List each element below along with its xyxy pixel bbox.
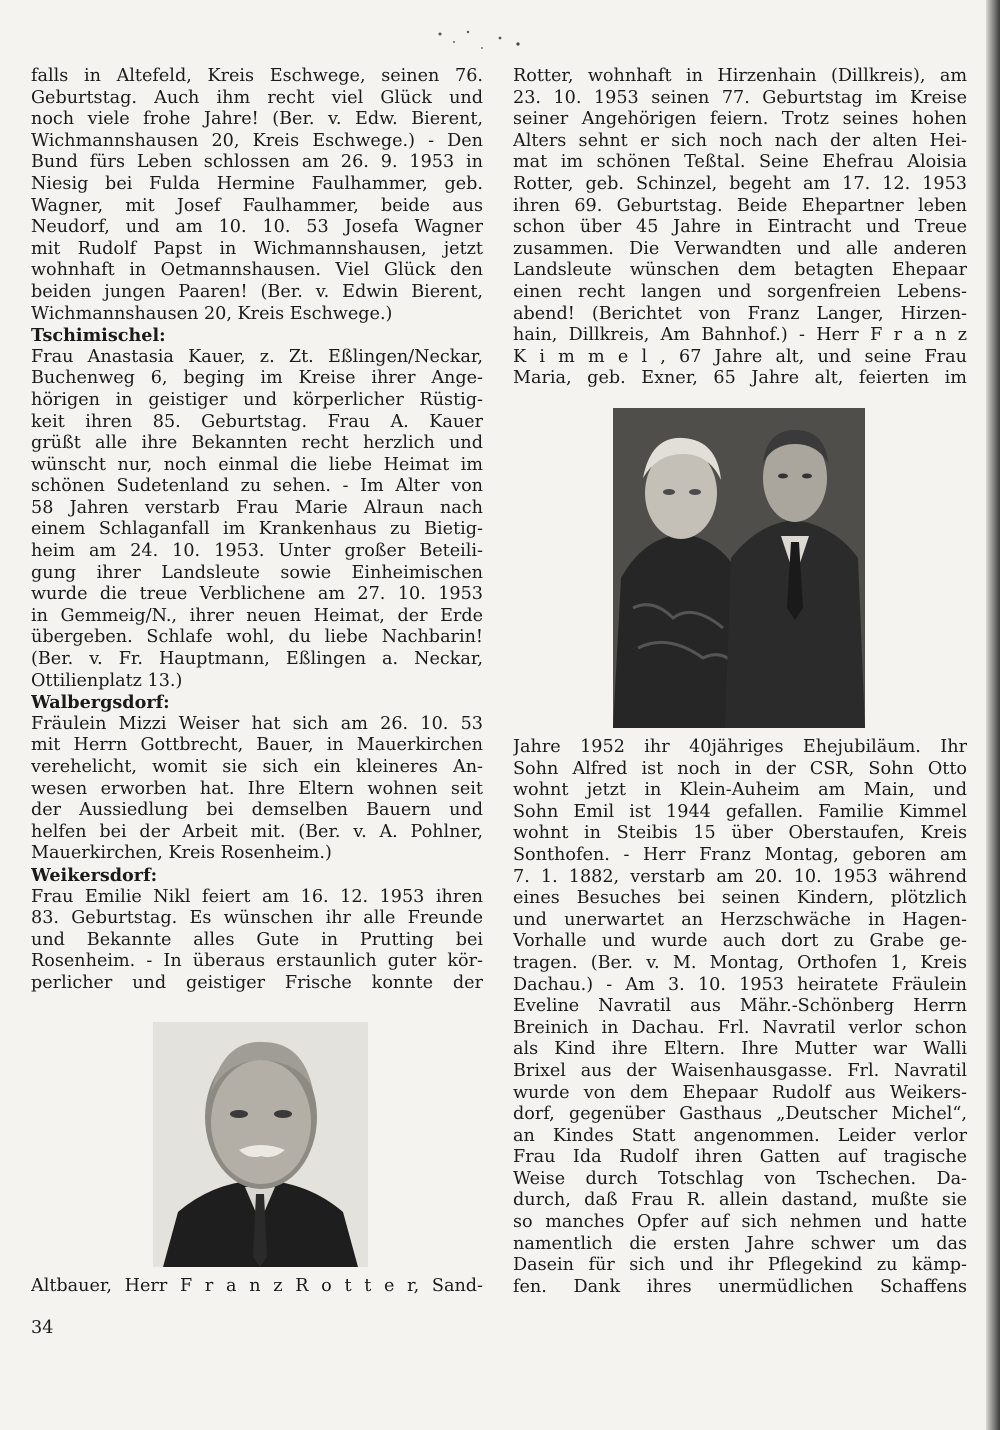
text-line: Ottilienplatz 13.) — [31, 670, 183, 691]
text-line: Sohn Emil ist 1944 gefallen. Familie Kimmel — [513, 801, 967, 822]
text-line: noch viele frohe Jahre! (Ber. v. Edw. Bierent, — [31, 109, 483, 130]
text-line: Mauerkirchen, Kreis Rosenheim.) — [31, 843, 332, 864]
text-line: falls in Altefeld, Kreis Eschwege, seinen 76. — [31, 66, 483, 86]
text-line: Buchenweg 6, beging im Kreise ihrer Ange- — [31, 368, 483, 389]
text-line: Fräulein Mizzi Weiser hat sich am 26. 10. 53 — [31, 713, 483, 734]
text-line: an Kindes Statt angenommen. Leider verlor — [513, 1125, 967, 1146]
text-line: einen recht langen und sorgenfreien Lebens- — [513, 281, 967, 302]
section-heading-tschimischel: Tschimischel: — [31, 325, 166, 347]
section-heading-walbergsdorf: Walbergsdorf: — [31, 692, 170, 714]
text-line: fen. Dank ihres unermüdlichen Schaffens — [513, 1276, 967, 1297]
text-line: wesen erworben hat. Ihre Eltern wohnen seit — [31, 778, 483, 799]
text-line: Eveline Navratil aus Mähr.-Schönberg Herrn — [513, 996, 967, 1017]
text-line: abend! (Berichtet von Franz Langer, Hirzen- — [513, 303, 967, 324]
text-line: dorf, gegenüber Gasthaus „Deutscher Michel“, — [513, 1104, 967, 1125]
text-line: Sonthofen. - Herr Franz Montag, geboren am — [513, 844, 967, 865]
text-line: Rosenheim. - In überaus erstaunlich guter kör- — [31, 951, 483, 972]
text-line: übergeben. Schlafe wohl, du liebe Nachbarin! — [31, 627, 483, 648]
text-line: Wichmannshausen 20, Kreis Eschwege.) - Den — [31, 130, 483, 151]
portrait-photo-kimmel-couple — [613, 408, 865, 728]
text-line: Vorhalle und wurde auch dort zu Grabe ge- — [513, 931, 967, 952]
text-line: grüßt alle ihre Bekannten recht herzlich und — [31, 433, 483, 454]
scan-speckle-mark — [420, 22, 530, 62]
text-line: 58 Jahren verstarb Frau Marie Alraun nach — [31, 497, 483, 518]
text-line: Frau Anastasia Kauer, z. Zt. Eßlingen/Neckar, — [31, 346, 483, 367]
right-column — [513, 66, 967, 390]
text-line: und Bekannte alles Gute in Prutting bei — [31, 929, 483, 950]
text-line: heim am 24. 10. 1953. Unter großer Beteili- — [31, 541, 483, 562]
text-line: Bund fürs Leben schlossen am 26. 9. 1953 in — [31, 152, 483, 173]
text-line: beiden jungen Paaren! (Ber. v. Edwin Bierent, — [31, 281, 483, 302]
text-line: so manches Opfer auf sich nehmen und hatte — [513, 1212, 967, 1233]
text-line: schönen Sudetenland zu sehen. - Im Alter von — [31, 476, 483, 497]
text-line: als Kind ihre Eltern. Ihre Mutter war Walli — [513, 1039, 967, 1060]
text-line: Wagner, mit Josef Faulhammer, beide aus — [31, 195, 483, 216]
text-line: seiner Angehörigen feiern. Trotz seines hohen — [513, 109, 967, 130]
text-line: wohnt in Steibis 15 über Oberstaufen, Kreis — [513, 823, 967, 844]
text-line: wohnt jetzt in Klein-Auheim am Main, und — [513, 780, 967, 801]
text-line: schon über 45 Jahre in Eintracht und Treue — [513, 217, 967, 238]
text-line: Sohn Alfred ist noch in der CSR, Sohn Otto — [513, 758, 967, 779]
text-line: Jahre 1952 ihr 40jähriges Ehejubiläum. Ihr — [513, 737, 967, 757]
text-line: Landsleute wünschen dem betagten Ehepaar — [513, 260, 967, 281]
text-line: verehelicht, womit sie sich ein kleineres An- — [31, 757, 483, 777]
text-line: einem Schlaganfall im Krankenhaus zu Bietig- — [31, 519, 483, 540]
text-line: wurde die treue Verblichene am 27. 10. 1953 — [31, 584, 483, 605]
text-line: Wichmannshausen 20, Kreis Eschwege.) — [31, 303, 393, 324]
text-line: Alters sehnt er sich noch nach der alten Hei- — [513, 130, 967, 151]
text-line: Weise durch Totschlag von Tschechen. Da- — [513, 1168, 967, 1189]
left-column — [31, 66, 483, 995]
kimmel-montag-navratil-paragraph — [513, 737, 967, 1298]
text-line: helfen bei der Arbeit mit. (Ber. v. A. Pohlner, — [31, 821, 483, 842]
text-line: tragen. (Ber. v. M. Montag, Orthofen 1, Kreis — [513, 952, 967, 973]
portrait-photo-franz-rotter — [153, 1022, 368, 1267]
rotter-paragraph — [513, 66, 967, 390]
weikersdorf-paragraph — [31, 887, 483, 995]
text-line: hain, Dillkreis, Am Bahnhof.) - Herr F r a n z — [513, 325, 967, 346]
tschimischel-paragraph — [31, 347, 483, 693]
text-line: (Ber. v. Fr. Hauptmann, Eßlingen a. Neckar, — [31, 649, 483, 670]
text-line: 83. Geburtstag. Es wünschen ihr alle Freunde — [31, 908, 483, 929]
text-line: durch, daß Frau R. allein dastand, mußte sie — [513, 1190, 967, 1211]
text-line: Rotter, wohnhaft in Hirzenhain (Dillkreis), am — [513, 66, 967, 86]
text-line: hörigen in geistiger und körperlicher Rüstig- — [31, 389, 483, 410]
text-line: eines Besuches bei seinen Kindern, plötzlich — [513, 888, 967, 909]
text-line: wohnhaft in Oetmannshausen. Viel Glück den — [31, 260, 483, 281]
text-line: K i m m e l , 67 Jahre alt, und seine Frau — [513, 346, 967, 367]
text-line: wünscht nur, noch einmal die liebe Heimat im — [31, 454, 483, 475]
section-heading-weikersdorf: Weikersdorf: — [31, 864, 158, 886]
text-line: und unerwartet an Herzschwäche in Hagen- — [513, 909, 967, 930]
text-line: mat im schönen Teßtal. Seine Ehefrau Aloisia — [513, 152, 967, 173]
text-line: Brixel aus der Waisenhausgasse. Frl. Navratil — [513, 1060, 967, 1081]
page-number: 34 — [31, 1318, 54, 1338]
text-line: Niesig bei Fulda Hermine Faulhammer, geb. — [31, 173, 483, 194]
text-line: keit ihren 85. Geburtstag. Frau A. Kauer — [31, 411, 483, 432]
intro-paragraph — [31, 66, 483, 325]
text-line: Breinich in Dachau. Frl. Navratil verlor schon — [513, 1017, 967, 1038]
photo-caption: Altbauer, Herr F r a n z R o t t e r, Sand- — [31, 1276, 483, 1296]
text-line: Maria, geb. Exner, 65 Jahre alt, feierten im — [513, 368, 967, 389]
text-line: der Aussiedlung bei demselben Bauern und — [31, 800, 483, 821]
text-line: namentlich die ersten Jahre schwer um das — [513, 1233, 967, 1254]
text-line: mit Herrn Gottbrecht, Bauer, in Mauerkirchen — [31, 735, 483, 756]
text-line: Geburtstag. Auch ihm recht viel Glück und — [31, 87, 483, 108]
walbergsdorf-paragraph — [31, 714, 483, 865]
scan-edge-shadow — [986, 0, 1000, 1430]
text-line: Dachau.) - Am 3. 10. 1953 heiratete Fräulein — [513, 974, 967, 995]
text-line: Dasein für sich und ihr Pflegekind zu kämp- — [513, 1255, 967, 1276]
text-line: Frau Emilie Nikl feiert am 16. 12. 1953 ihren — [31, 886, 483, 907]
text-line: mit Rudolf Papst in Wichmannshausen, jetzt — [31, 238, 483, 259]
text-line: Neudorf, und am 10. 10. 53 Josefa Wagner — [31, 217, 483, 238]
right-column-continued — [513, 737, 967, 1298]
text-line: 7. 1. 1882, verstarb am 20. 10. 1953 während — [513, 866, 967, 887]
text-line: Rotter, geb. Schinzel, begeht am 17. 12. 1953 — [513, 173, 967, 194]
text-line: ihren 69. Geburtstag. Beide Ehepartner leben — [513, 195, 967, 216]
text-line: wurde von dem Ehepaar Rudolf aus Weikers- — [513, 1082, 967, 1103]
text-line: Frau Ida Rudolf ihren Gatten auf tragische — [513, 1147, 967, 1168]
text-line: 23. 10. 1953 seinen 77. Geburtstag im Kreise — [513, 87, 967, 108]
text-line: in Gemmeig/N., ihrer neuen Heimat, der Erde — [31, 605, 483, 626]
text-line: perlicher und geistiger Frische konnte der — [31, 972, 483, 993]
text-line: zusammen. Die Verwandten und alle anderen — [513, 238, 967, 259]
text-line: gung ihrer Landsleute sowie Einheimischen — [31, 562, 483, 583]
